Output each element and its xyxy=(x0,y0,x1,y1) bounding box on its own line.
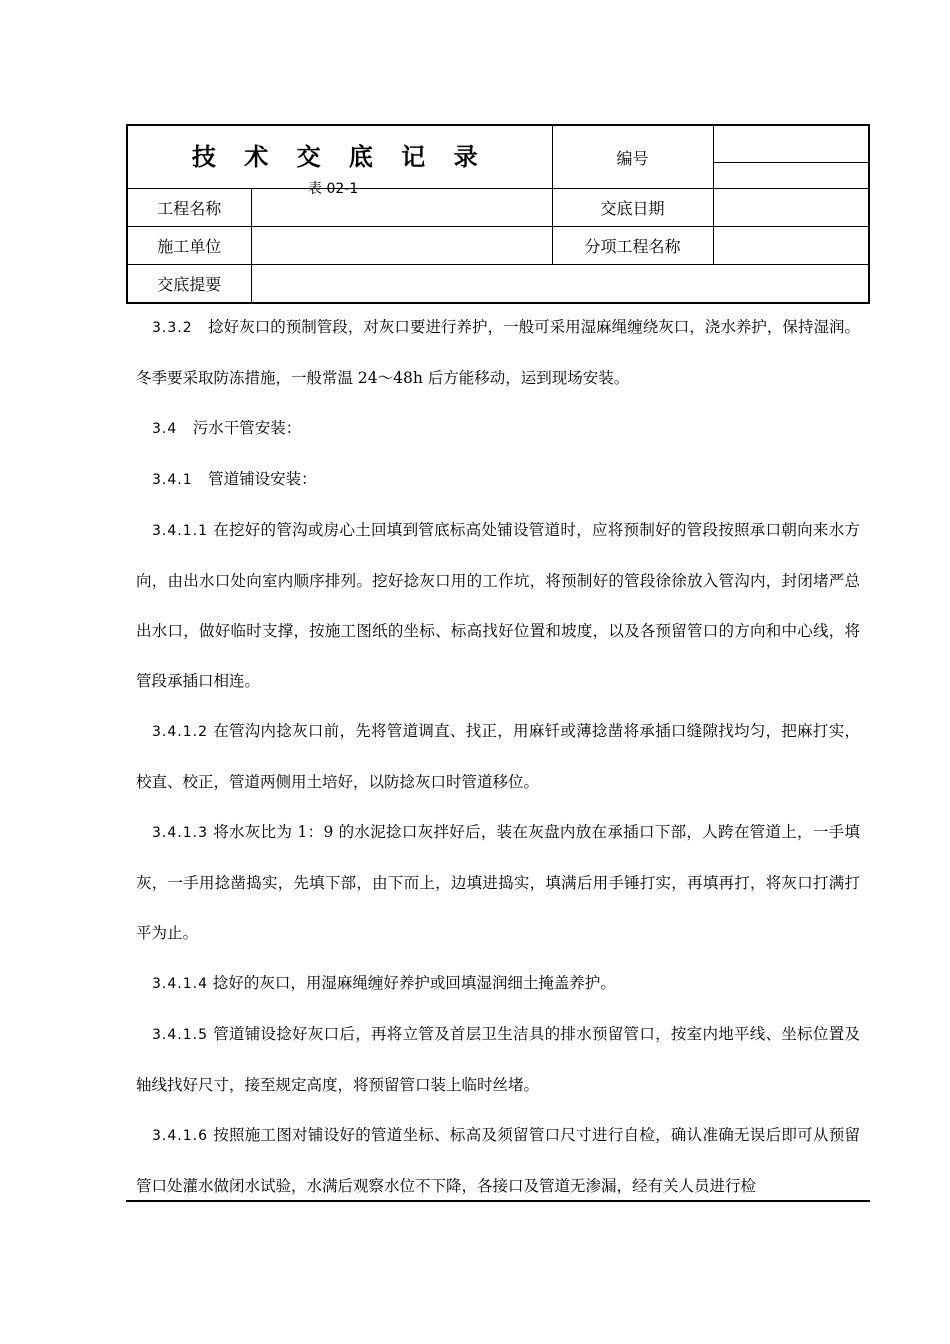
paragraph xyxy=(136,958,860,1009)
paragraph-text: 捻好的灰口，用湿麻绳缠好养护或回填湿润细土掩盖养护。 xyxy=(207,974,616,992)
section-number: 3.4.1.6 xyxy=(152,1128,208,1144)
paragraph xyxy=(136,454,860,505)
title-cell xyxy=(127,125,552,197)
summary-label: 交底提要 xyxy=(127,265,251,303)
section-number: 3.4.1.2 xyxy=(152,724,208,740)
header-table xyxy=(126,124,870,304)
number-label: 编号 xyxy=(552,125,713,189)
section-number: 3.4.1 xyxy=(152,472,193,488)
date-label: 交底日期 xyxy=(552,189,713,227)
paragraph xyxy=(136,505,860,706)
document-body xyxy=(136,302,860,1211)
section-number: 3.3.2 xyxy=(152,320,193,336)
paragraph-text: 按照施工图对铺设好的管道坐标、标高及须留管口尺寸进行自检，确认准确无误后即可从预留管口处灌水做闭水试验，水满后观察水位不下降，各接口及管道无渗漏，经有关人员进行检 xyxy=(136,1126,860,1195)
project-name-value xyxy=(251,189,552,227)
section-number: 3.4 xyxy=(152,421,178,437)
paragraph xyxy=(136,807,860,958)
date-value xyxy=(713,189,869,227)
paragraph xyxy=(136,302,860,403)
section-number: 3.4.1.5 xyxy=(152,1027,208,1043)
subproject-label: 分项工程名称 xyxy=(552,227,713,265)
section-number: 3.4.1.1 xyxy=(152,523,208,539)
number-value-top xyxy=(713,125,869,162)
paragraph-text: 管道铺设安装： xyxy=(192,470,317,488)
paragraph xyxy=(136,1009,860,1110)
section-number: 3.4.1.4 xyxy=(152,976,208,992)
paragraph xyxy=(136,706,860,807)
contractor-value xyxy=(251,227,552,265)
page-title: 技 术 交 底 记 录 xyxy=(191,142,488,171)
number-value-bottom xyxy=(713,162,869,188)
summary-value xyxy=(251,265,869,303)
project-name-label: 工程名称 xyxy=(127,189,251,227)
paragraph-text: 在管沟内捻灰口前，先将管道调直、找正，用麻钎或薄捻凿将承插口缝隙找均匀，把麻打实，校直、校正，管道两侧用土培好，以防捻灰口时管道移位。 xyxy=(136,722,860,791)
contractor-label: 施工单位 xyxy=(127,227,251,265)
paragraph-text: 管道铺设捻好灰口后，再将立管及首层卫生洁具的排水预留管口，按室内地平线、坐标位置及轴线找好尺寸，接至规定高度，将预留管口装上临时丝堵。 xyxy=(136,1025,860,1094)
paragraph-text: 将水灰比为 1：9 的水泥捻口灰拌好后，装在灰盘内放在承插口下部，人跨在管道上，一手填灰，一手用捻凿捣实，先填下部，由下而上，边填进捣实，填满后用手锤打实，再填再打，将灰口打满打平为止。 xyxy=(136,823,860,942)
form-code: 表 02-1 xyxy=(308,181,359,197)
section-number: 3.4.1.3 xyxy=(152,825,208,841)
paragraph-text: 在挖好的管沟或房心土回填到管底标高处铺设管道时，应将预制好的管段按照承口朝向来水方向，由出水口处向室内顺序排列。挖好捻灰口用的工作坑，将预制好的管段徐徐放入管沟内，封闭堵严总出水口，做好临时支撑，按施工图纸的坐标、标高找好位置和坡度，以及各预留管口的方向和中心线，将管段承插口相连。 xyxy=(136,521,860,690)
paragraph xyxy=(136,1110,860,1211)
bottom-divider xyxy=(126,1200,870,1202)
subproject-value xyxy=(713,227,869,265)
paragraph-text: 捻好灰口的预制管段，对灰口要进行养护，一般可采用湿麻绳缠绕灰口，浇水养护，保持湿润。冬季要采取防冻措施，一般常温 24～48h 后方能移动，运到现场安装。 xyxy=(136,318,860,387)
paragraph xyxy=(136,403,860,454)
paragraph-text: 污水干管安装： xyxy=(177,419,302,437)
